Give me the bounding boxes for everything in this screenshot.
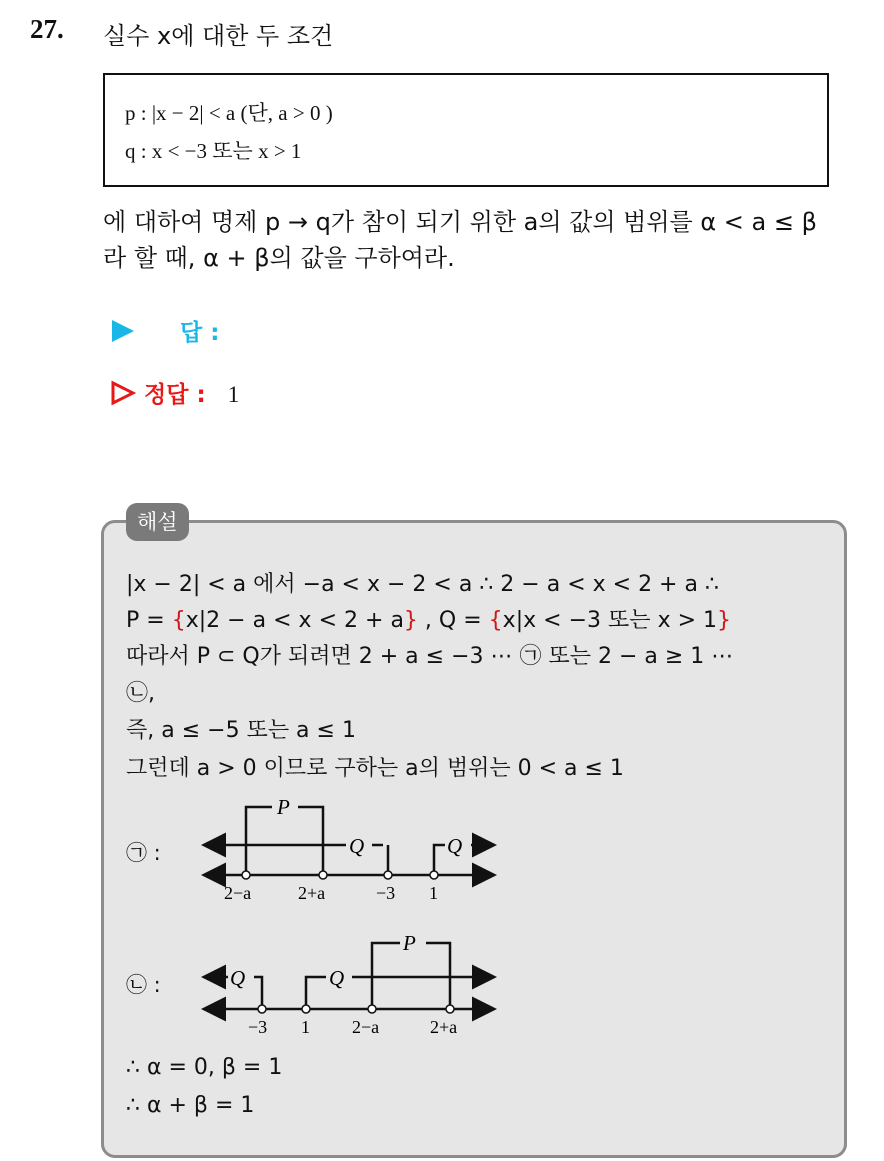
set-p-definition: P = {x|2 − a < x < 2 + a} [126, 608, 418, 633]
play-arrow-icon [110, 318, 136, 344]
solution-tag: 해설 [126, 503, 189, 541]
solution-line-4: ㉡, [126, 681, 155, 706]
number-line-diagram-1 [200, 799, 500, 909]
outline-arrow-icon [110, 380, 136, 406]
correct-answer-label: 정답 : [144, 382, 206, 408]
correct-answer-row [110, 376, 239, 409]
point-2-plus-a [446, 1005, 454, 1013]
tick-label-4: 2+a [430, 1017, 458, 1037]
number-line-diagram-2 [200, 929, 500, 1041]
diagram-1-marker: ㉠ : [126, 841, 161, 865]
point-neg-3 [384, 871, 392, 879]
solution-line-5: 즉, a ≤ −5 또는 a ≤ 1 [126, 718, 356, 743]
conclusion-line-1: ∴ α = 0, β = 1 [126, 1055, 283, 1080]
p-label: P [403, 931, 416, 955]
solution-line-3: 따라서 P ⊂ Q가 되려면 2 + a ≤ −3 ⋯ ㉠ 또는 2 − a ≥ 1 ⋯ [126, 644, 734, 669]
diagram-2-marker: ㉡ : [126, 973, 161, 997]
q-label-2: Q [329, 966, 345, 990]
answer-label: 답 : [180, 320, 220, 346]
conclusion-line-2: ∴ α + β = 1 [126, 1093, 255, 1118]
tick-label-1: 2−a [224, 883, 252, 903]
tick-label-3: 2−a [352, 1017, 380, 1037]
tick-label-1: −3 [248, 1017, 268, 1037]
point-1 [430, 871, 438, 879]
q-label-1: Q [349, 834, 365, 858]
tick-label-2: 1 [301, 1017, 310, 1037]
q-label-1: Q [230, 966, 246, 990]
tick-label-2: 2+a [298, 883, 326, 903]
set-separator: , [417, 608, 439, 633]
solution-line-1: |x − 2| < a 에서 −a < x − 2 < a ∴ 2 − a < x < 2 + a ∴ [126, 572, 719, 597]
condition-q: q : x < −3 또는 x > 1 [125, 139, 302, 163]
point-1 [302, 1005, 310, 1013]
tick-label-3: −3 [376, 883, 396, 903]
problem-body-line-1: 에 대하여 명제 p → q가 참이 되기 위한 a의 값의 범위를 α < a ≤ β [103, 208, 817, 236]
problem-stem: 실수 x에 대한 두 조건 [103, 22, 334, 50]
conditions-box [103, 73, 829, 187]
point-2-plus-a [319, 871, 327, 879]
solution-line-2 [126, 603, 731, 634]
set-q-definition: Q = {x|x < −3 또는 x > 1} [438, 608, 732, 633]
point-2-minus-a [368, 1005, 376, 1013]
correct-answer-value: 1 [227, 382, 240, 407]
tick-label-4: 1 [429, 883, 438, 903]
problem-body-line-2: 라 할 때, α + β의 값을 구하여라. [103, 244, 455, 272]
point-2-minus-a [242, 871, 250, 879]
point-neg-3 [258, 1005, 266, 1013]
q-label-2: Q [447, 834, 463, 858]
answer-row [110, 314, 219, 347]
p-label: P [277, 799, 290, 819]
problem-number: 27. [30, 14, 64, 44]
solution-line-6: 그런데 a > 0 이므로 구하는 a의 범위는 0 < a ≤ 1 [126, 756, 624, 781]
solution-box [101, 520, 847, 1158]
condition-p: p : |x − 2| < a (단, a > 0 ) [125, 101, 333, 125]
